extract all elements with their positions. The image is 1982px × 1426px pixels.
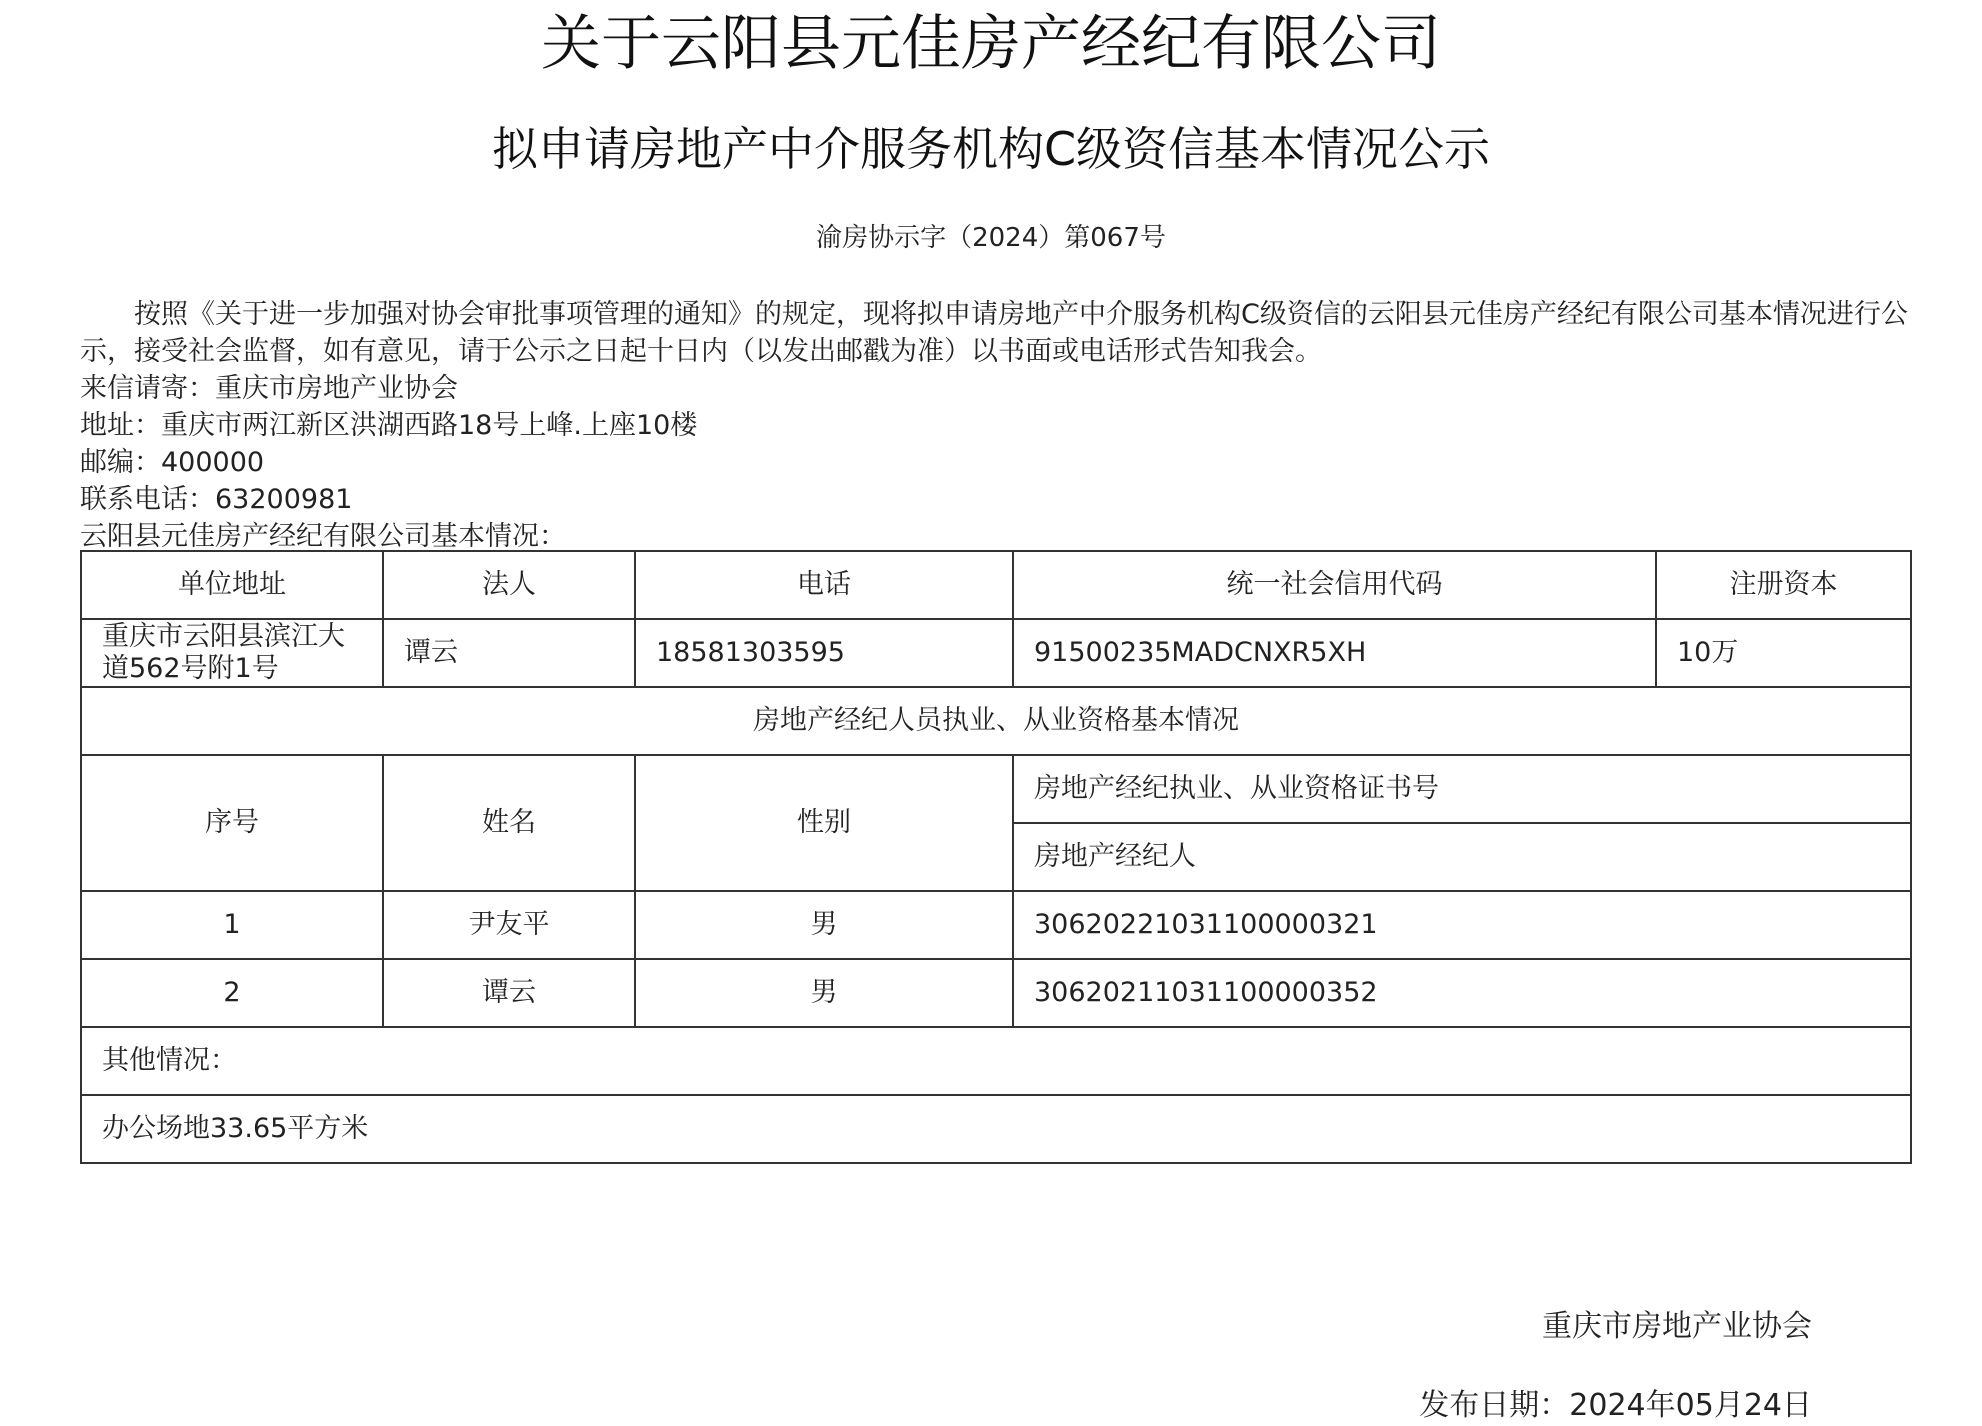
company-info-table (80, 550, 1912, 1164)
postcode-line: 邮编：400000 (80, 447, 265, 478)
agent-cert: 30620211031100000352 (1013, 959, 1911, 1027)
intro-section (80, 296, 1910, 555)
company-data-row (81, 619, 1911, 687)
agent-gender: 男 (635, 959, 1013, 1027)
mail-to-line: 来信请寄：重庆市房地产业协会 (80, 373, 458, 404)
cell-address: 重庆市云阳县滨江大道562号附1号 (81, 619, 383, 687)
address-line: 地址：重庆市两江新区洪湖西路18号上峰.上座10楼 (80, 410, 698, 441)
page-title: 关于云阳县元佳房产经纪有限公司 (541, 9, 1441, 79)
other-content: 办公场地33.65平方米 (81, 1095, 1911, 1163)
document-number: 渝房协示字（2024）第067号 (816, 223, 1166, 253)
agent-name: 尹友平 (383, 891, 635, 959)
other-label: 其他情况： (81, 1027, 1911, 1095)
header-cert-sub: 房地产经纪人 (1013, 823, 1911, 891)
company-header-row (81, 551, 1911, 619)
cell-phone: 18581303595 (635, 619, 1013, 687)
header-legal-person: 法人 (383, 551, 635, 619)
other-content-row (81, 1095, 1911, 1163)
header-gender: 性别 (635, 755, 1013, 891)
agent-index: 1 (81, 891, 383, 959)
cell-credit-code: 91500235MADCNXR5XH (1013, 619, 1656, 687)
agents-section-row (81, 687, 1911, 755)
page-subtitle: 拟申请房地产中介服务机构C级资信基本情况公示 (491, 122, 1491, 176)
cell-legal-person: 谭云 (383, 619, 635, 687)
agent-cert: 30620221031100000321 (1013, 891, 1911, 959)
phone-line: 联系电话：63200981 (80, 484, 353, 515)
table-row (81, 959, 1911, 1027)
agent-gender: 男 (635, 891, 1013, 959)
publish-date: 发布日期：2024年05月24日 (1419, 1388, 1812, 1423)
table-row (81, 891, 1911, 959)
cell-capital: 10万 (1656, 619, 1911, 687)
header-capital: 注册资本 (1656, 551, 1911, 619)
agent-name: 谭云 (383, 959, 635, 1027)
header-name: 姓名 (383, 755, 635, 891)
header-cert: 房地产经纪执业、从业资格证书号 (1013, 755, 1911, 823)
agents-section-title: 房地产经纪人员执业、从业资格基本情况 (81, 687, 1911, 755)
header-address: 单位地址 (81, 551, 383, 619)
basic-info-heading: 云阳县元佳房产经纪有限公司基本情况： (80, 521, 566, 552)
header-credit-code: 统一社会信用代码 (1013, 551, 1656, 619)
other-label-row (81, 1027, 1911, 1095)
intro-paragraph: 按照《关于进一步加强对协会审批事项管理的通知》的规定，现将拟申请房地产中介服务机构C级资信的云阳县元佳房产经纪有限公司基本情况进行公示，接受社会监督，如有意见，请于公示之日起十日内（以发出邮戳为准）以书面或电话形式告知我会。 (80, 299, 1908, 367)
header-index: 序号 (81, 755, 383, 891)
header-phone: 电话 (635, 551, 1013, 619)
agents-header-row-1 (81, 755, 1911, 823)
issuer-signature: 重庆市房地产业协会 (1542, 1309, 1812, 1344)
agent-index: 2 (81, 959, 383, 1027)
